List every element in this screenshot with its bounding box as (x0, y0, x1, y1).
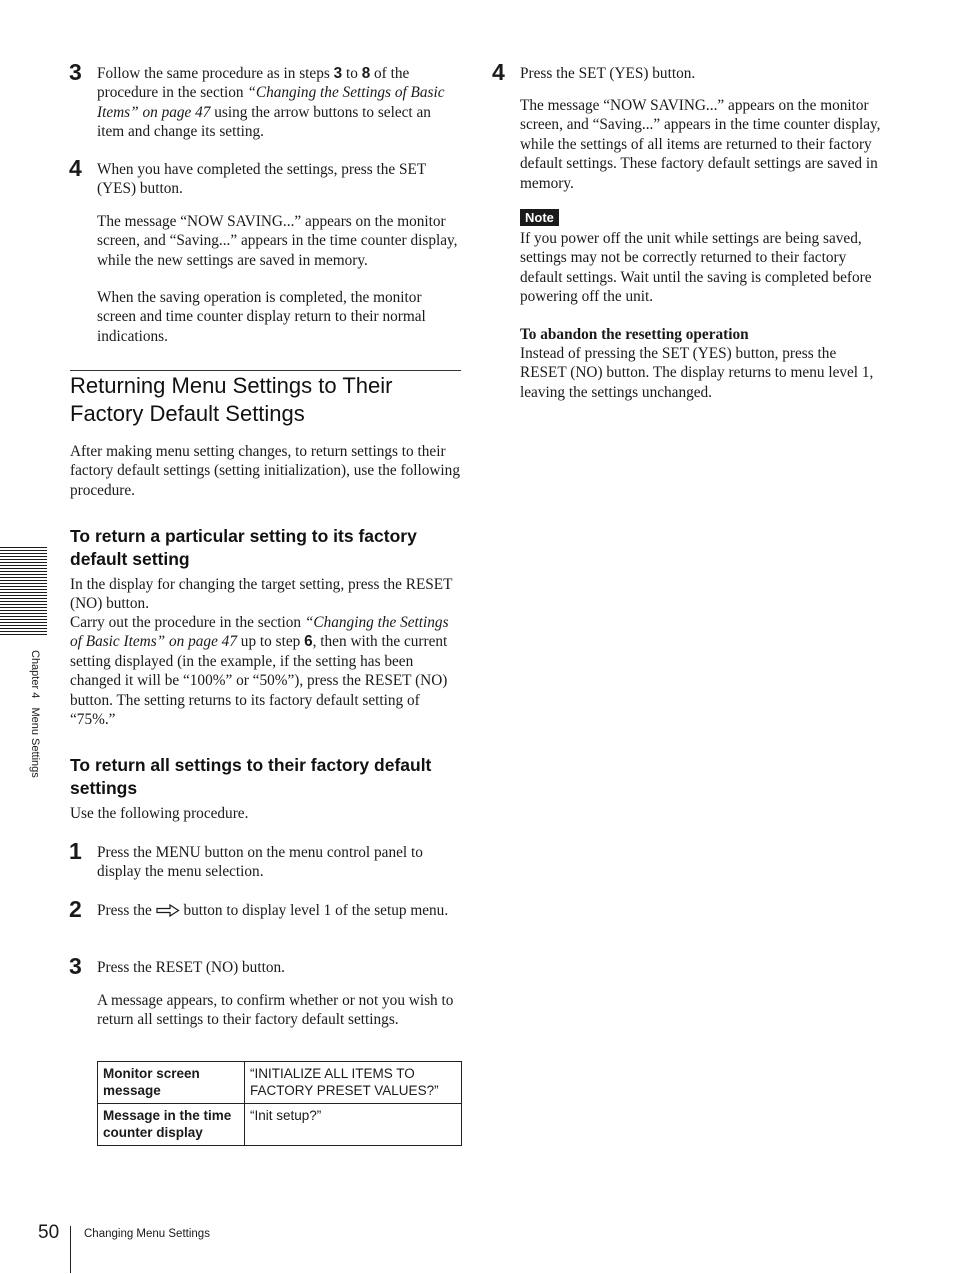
step-number: 4 (492, 59, 505, 85)
step-number: 4 (69, 155, 82, 181)
message-table (97, 1061, 462, 1146)
paragraph: In the display for changing the target setting, press the RESET (NO) button. (70, 576, 453, 613)
step-text: Press the RESET (NO) button. (97, 959, 285, 976)
step-number: 1 (69, 838, 82, 864)
subsection-title: To return a particular setting to its factory default setting (70, 526, 417, 569)
cross-reference: “Changing the Settings of Basic Items” on page 47 (97, 84, 445, 121)
step-number: 2 (69, 896, 82, 922)
note-text: If you power off the unit while settings are being saved, settings may not be correctly returned to their factory default settings. Wait until the saving is completed before powering off the unit. (520, 230, 872, 306)
step-text: Press the SET (YES) button. (520, 65, 696, 82)
paragraph: Carry out the procedure in the section “Changing the Settings of Basic Items” on page 47 up to step 6, then with the current setting displayed (in the example, if the setting has been changed it will be “100%” or “50%”), press the RESET (NO) button. The setting returns to its factory default setting of “75%.” (70, 614, 449, 729)
table-row (98, 1104, 462, 1146)
footer-title: Changing Menu Settings (84, 1228, 210, 1240)
table-header-cell: Message in the time counter display (98, 1104, 245, 1146)
step-number: 3 (69, 953, 82, 979)
abandon-text: Instead of pressing the SET (YES) button, press the RESET (NO) button. The display returns to menu level 1, leaving the settings unchanged. (520, 345, 874, 401)
chapter-thumb-tab (0, 547, 47, 635)
right-arrow-icon (156, 903, 180, 922)
chapter-side-label: Chapter 4 Menu Settings (29, 650, 41, 778)
step-detail: The message “NOW SAVING...” appears on the monitor screen, and “Saving...” appears in the time counter display, while the settings of all items are returned to their factory default settings. These factory default settings are saved in memory. (520, 97, 881, 192)
subsection-title: To return all settings to their factory default settings (70, 755, 432, 798)
section-intro: After making menu setting changes, to return settings to their factory default settings (setting initialization), use the following procedure. (70, 443, 460, 499)
step-detail: The message “NOW SAVING...” appears on the monitor screen, and “Saving...” appears in the time counter display, while the new settings are saved in memory. (97, 213, 458, 269)
table-cell: “Init setup?” (245, 1104, 462, 1146)
paragraph: Use the following procedure. (70, 805, 249, 822)
table-header-cell: Monitor screen message (98, 1062, 245, 1104)
table-row (98, 1062, 462, 1104)
step-detail: A message appears, to confirm whether or not you wish to return all settings to their factory default settings. (97, 992, 454, 1029)
step-text: Follow the same procedure as in steps 3 to 8 of the procedure in the section “Changing the Settings of Basic Items” on page 47 using the arrow buttons to select an item and change its setting. (97, 65, 445, 141)
step-detail: When the saving operation is completed, the monitor screen and time counter display return to their normal indications. (97, 289, 426, 345)
section-title: Returning Menu Settings to Their Factory Default Settings (70, 373, 393, 426)
abandon-title: To abandon the resetting operation (520, 326, 749, 343)
table-cell: “INITIALIZE ALL ITEMS TO FACTORY PRESET VALUES?” (245, 1062, 462, 1104)
cross-reference: “Changing the Settings of Basic Items” on page 47 (70, 614, 449, 651)
footer-divider (70, 1226, 71, 1273)
step-text: Press the MENU button on the menu control panel to display the menu selection. (97, 844, 423, 881)
page-number: 50 (38, 1222, 60, 1243)
section-rule (70, 370, 461, 371)
step-number: 3 (69, 59, 82, 85)
note-badge: Note (520, 209, 559, 226)
step-text: When you have completed the settings, press the SET (YES) button. (97, 161, 426, 198)
step-text: Press the button to display level 1 of the setup menu. (97, 901, 461, 922)
